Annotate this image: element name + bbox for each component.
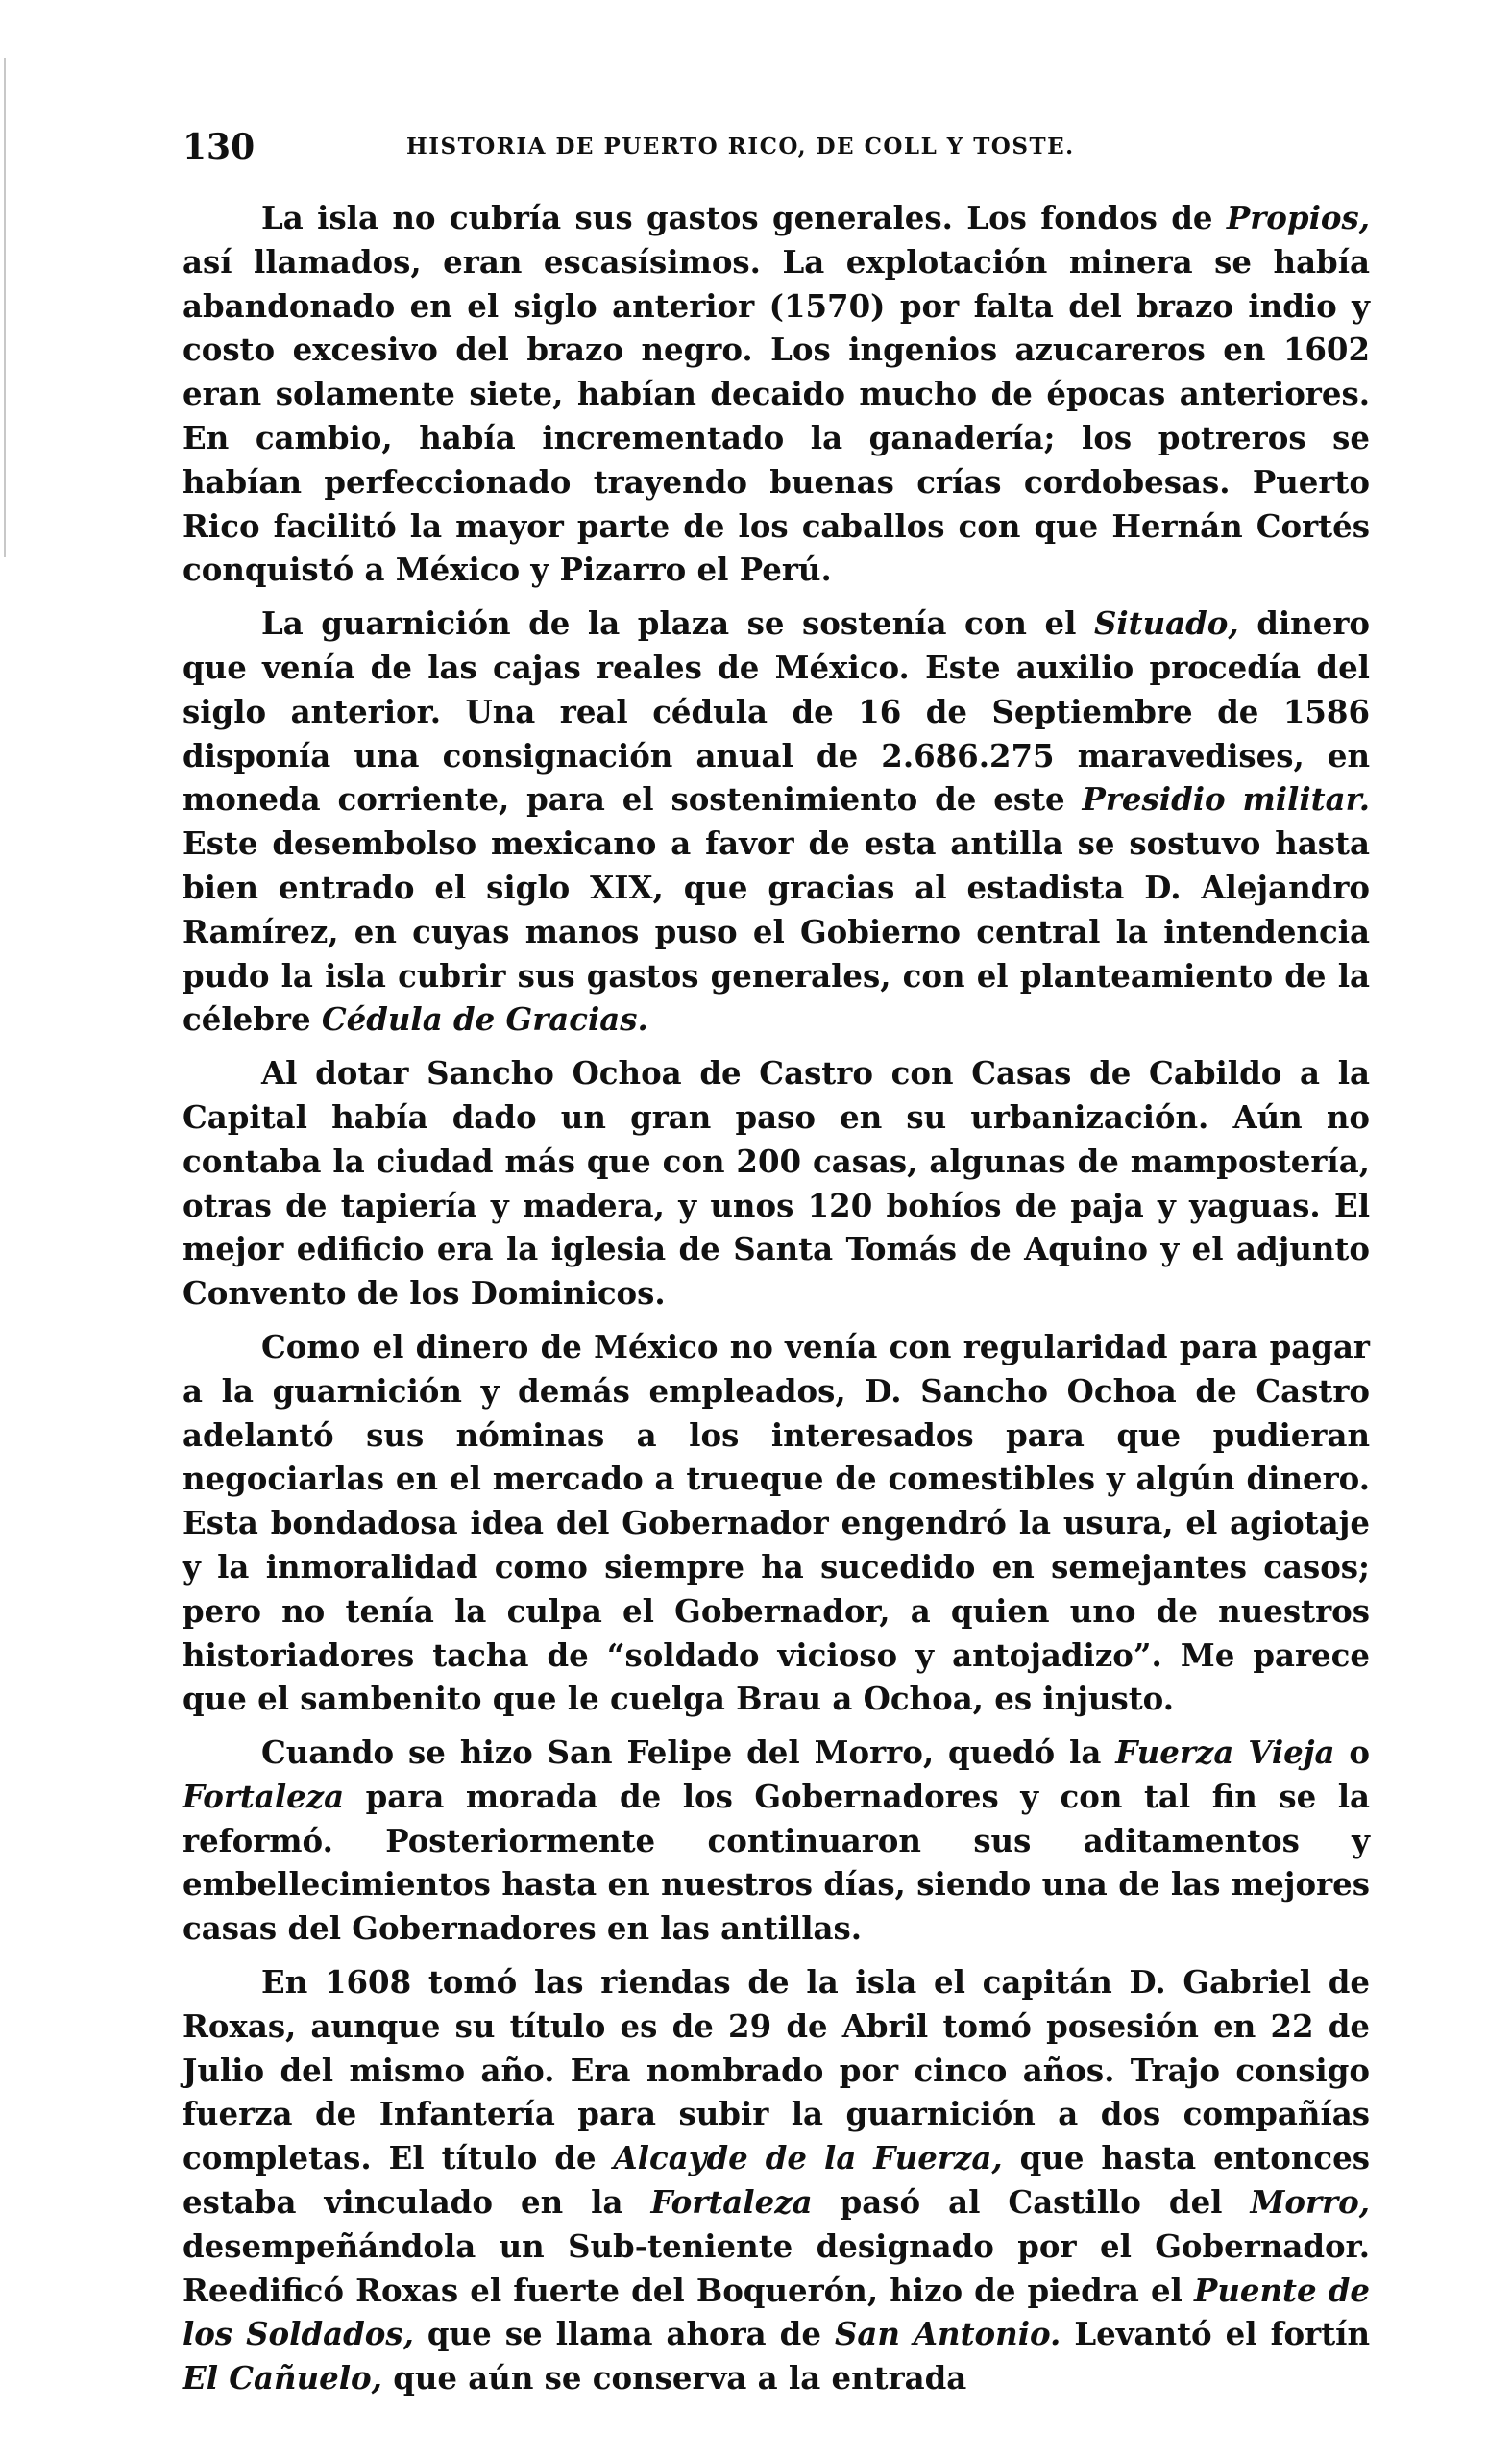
paragraph-text: que aún se conserva a la entrada	[381, 2360, 967, 2398]
paragraph-text: Cuando se hizo San Felipe del Morro, quedó la	[261, 1734, 1116, 1772]
paragraph-3	[183, 1052, 1370, 1316]
paragraph-text: que se llama ahora de	[413, 2316, 835, 2353]
italic-term: San Antonio.	[834, 2316, 1061, 2353]
paragraph-text: En 1608 tomó las riendas de la isla el capitán D. Gabriel de Roxas, aunque su título es de 29 de Abril tomó posesión en 22 de Julio del mismo año. Era nombrado por cinco años. Trajo consigo fuerza de Infantería para subir la guarnición a dos compañías completas. El título de	[183, 1964, 1370, 2177]
paragraph-text: Levantó el fortín	[1061, 2316, 1371, 2353]
italic-term: Cédula de Gracias.	[321, 1001, 648, 1039]
italic-term: Morro,	[1250, 2184, 1370, 2222]
paragraph-text: Como el dinero de México no venía con regularidad para pagar a la guarnición y demás empleados, D. Sancho Ochoa de Castro adelantó sus nóminas a los interesados para que pudieran negociarlas en el mercado a trueque de comestibles y algún dinero. Esta bondadosa idea del Gobernador engendró la usura, el agiotaje y la inmoralidad como siempre ha sucedido en semejantes casos; pero no tenía la culpa el Gobernador, a quien uno de nuestros historiadores tacha de “soldado vicioso y antojadizo”. Me parece que el sambenito que le cuelga Brau a Ochoa, es injusto.	[183, 1328, 1370, 1718]
italic-term: Propios,	[1226, 200, 1370, 236]
paragraph-text: que hasta entonces estaba vinculado en la	[183, 2140, 1370, 2222]
italic-term: Fortaleza	[650, 2184, 813, 2222]
paragraph-text: Este desembolso mexicano a favor de esta antilla se sostuvo hasta bien entrado el siglo XIX, que gracias al estadista D. Alejandro Ramírez, en cuyas manos puso el Gobierno central la intendencia pudo la isla cubrir sus gastos generales, con el planteamiento de la célebre	[183, 825, 1370, 1039]
italic-term: El Cañuelo,	[183, 2360, 382, 2398]
italic-term: Fuerza Vieja	[1115, 1734, 1335, 1772]
page-number: 130	[183, 127, 256, 167]
paragraph-text: pasó al Castillo del	[812, 2184, 1251, 2222]
paragraph-1	[183, 197, 1370, 593]
paragraph-2	[183, 602, 1370, 1043]
paragraph-text: La isla no cubría sus gastos generales. Los fondos de	[261, 200, 1227, 236]
paragraph-text: para morada de los Gobernadores y con tal fin se la reformó. Posteriormente continuaron sus aditamentos y embellecimientos hasta en nuestros días, siendo una de las mejores casas del Gobernadores en las antillas.	[183, 1778, 1370, 1948]
paragraph-text: desempeñándola un Sub-teniente designado por el Gobernador. Reedificó Roxas el fuerte del Boquerón, hizo de piedra el	[183, 2227, 1370, 2309]
italic-term: Presidio militar.	[1082, 781, 1370, 819]
paragraph-text: dinero que venía de las cajas reales de México. Este auxilio procedía del siglo anterior. Una real cédula de 16 de Septiembre de 1586 disponía una consignación anual de 2.686.275 maravedises, en moneda corriente, para el sostenimiento de este	[183, 605, 1370, 819]
paragraph-text: La guarnición de la plaza se sostenía con el	[261, 605, 1094, 643]
italic-term: Puente de los Soldados,	[183, 2272, 1370, 2353]
italic-term: Situado,	[1093, 605, 1239, 643]
body-text	[183, 197, 1370, 2401]
paragraph-4	[183, 1326, 1370, 1722]
running-head: HISTORIA DE PUERTO RICO, DE COLL Y TOSTE.	[406, 134, 1075, 160]
paragraph-text: así llamados, eran escasísimos. La explotación minera se había abandonado en el siglo anterior (1570) por falta del brazo indio y costo excesivo del brazo negro. Los ingenios azucareros en 1602 eran solamente siete, habían decaido mucho de épocas anteriores. En cambio, había incrementado la ganadería; los potreros se habían perfeccionado trayendo buenas crías cordobesas. Puerto Rico facilitó la mayor parte de los caballos con que Hernán Cortés conquistó a México y Pizarro el Perú.	[183, 243, 1370, 589]
paragraph-5	[183, 1732, 1370, 1952]
italic-term: Alcayde de la Fuerza,	[613, 2140, 1003, 2177]
italic-term: Fortaleza	[183, 1778, 345, 1815]
paragraph-text: o	[1334, 1734, 1370, 1772]
paragraph-text: Al dotar Sancho Ochoa de Castro con Casas de Cabildo a la Capital había dado un gran paso en su urbanización. Aún no contaba la ciudad más que con 200 casas, algunas de mampostería, otras de tapiería y madera, y unos 120 bohíos de paja y yaguas. El mejor edificio era la iglesia de Santa Tomás de Aquino y el adjunto Convento de los Dominicos.	[183, 1055, 1370, 1313]
paragraph-6	[183, 1961, 1370, 2401]
scan-edge-line	[4, 58, 6, 557]
page-header	[183, 123, 1370, 171]
